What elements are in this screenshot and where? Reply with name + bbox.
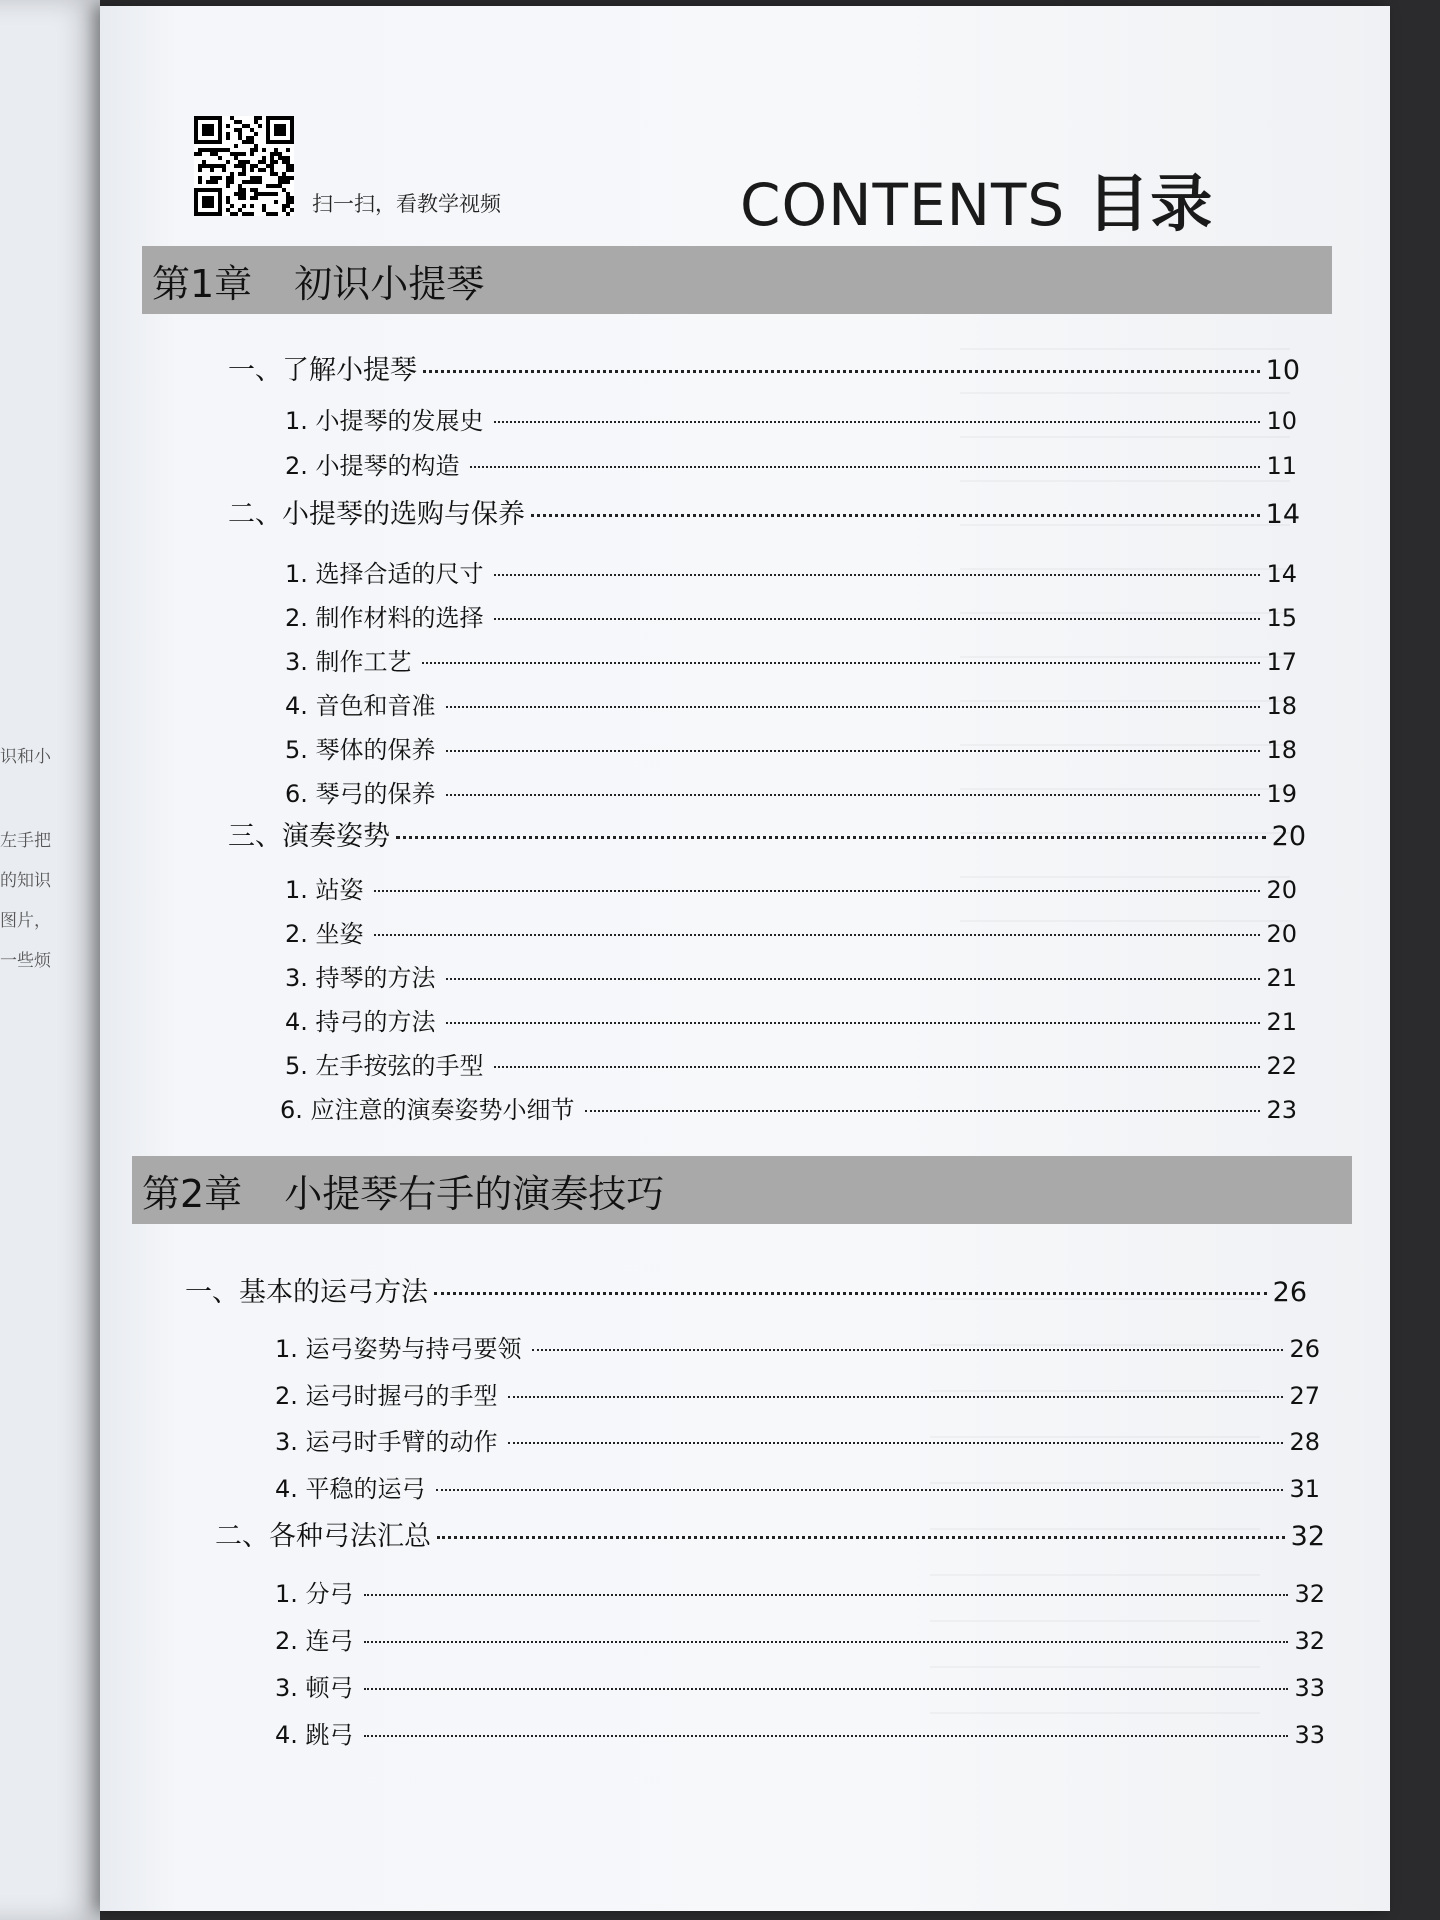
toc-section-label: 一、基本的运弓方法 (185, 1277, 428, 1308)
dot-leader (396, 836, 1266, 839)
toc-item[interactable] (285, 1046, 1297, 1081)
toc-item[interactable] (285, 642, 1297, 677)
dot-leader (470, 466, 1261, 468)
chapter-number: 第2章 (142, 1171, 243, 1216)
toc-item-label: 3. 持琴的方法 (285, 964, 436, 992)
toc-item[interactable] (285, 774, 1297, 809)
toc-item[interactable] (285, 446, 1297, 481)
toc-item[interactable] (275, 1422, 1320, 1457)
toc-page-number: 32 (1294, 1627, 1325, 1655)
dot-leader (494, 1066, 1261, 1068)
toc-section-label: 一、了解小提琴 (228, 355, 417, 386)
toc-item-label: 6. 琴弓的保养 (285, 780, 436, 808)
toc-item[interactable] (275, 1668, 1325, 1703)
toc-page-number: 19 (1266, 780, 1297, 808)
dot-leader (446, 1022, 1261, 1024)
toc-page-number: 33 (1294, 1721, 1325, 1749)
toc-item-label: 3. 顿弓 (275, 1674, 354, 1702)
toc-section[interactable] (228, 492, 1300, 531)
toc-page-number: 15 (1266, 604, 1297, 632)
toc-section[interactable] (215, 1514, 1325, 1553)
dot-leader (494, 574, 1261, 576)
toc-item-label: 1. 站姿 (285, 876, 364, 904)
toc-item-label: 1. 选择合适的尺寸 (285, 560, 484, 588)
toc-item[interactable] (285, 914, 1297, 949)
toc-item[interactable] (285, 870, 1297, 905)
dot-leader (508, 1442, 1284, 1444)
dot-leader (585, 1110, 1261, 1112)
toc-item[interactable] (275, 1621, 1325, 1656)
toc-item-label: 2. 坐姿 (285, 920, 364, 948)
toc-section[interactable] (185, 1270, 1307, 1309)
toc-item[interactable] (285, 598, 1297, 633)
dot-leader (531, 514, 1260, 517)
toc-page-number: 27 (1289, 1382, 1320, 1410)
toc-item[interactable] (285, 730, 1297, 765)
chapter-heading (142, 246, 1332, 314)
toc-item-label: 2. 制作材料的选择 (285, 604, 484, 632)
toc-page-number: 20 (1266, 920, 1297, 948)
dot-leader (434, 1292, 1267, 1295)
qr-caption: 扫一扫，看教学视频 (312, 192, 501, 216)
toc-page-number: 32 (1290, 1521, 1325, 1552)
left-page-text: 识和小 (0, 747, 51, 767)
toc-page-number: 17 (1266, 648, 1297, 676)
toc-page-number: 18 (1266, 692, 1297, 720)
left-page-text: 的知识 (0, 871, 51, 891)
toc-page-number: 28 (1289, 1428, 1320, 1456)
toc-item-label: 4. 持弓的方法 (285, 1008, 436, 1036)
toc-page-number: 10 (1266, 407, 1297, 435)
dot-leader (364, 1594, 1289, 1596)
toc-section-label: 二、各种弓法汇总 (215, 1521, 431, 1552)
toc-item-label: 3. 制作工艺 (285, 648, 412, 676)
toc-item[interactable] (285, 554, 1297, 589)
chapter-number: 第1章 (152, 261, 253, 306)
toc-item-label: 1. 分弓 (275, 1580, 354, 1608)
toc-item-label: 4. 跳弓 (275, 1721, 354, 1749)
dot-leader (436, 1489, 1284, 1491)
toc-item-label: 1. 运弓姿势与持弓要领 (275, 1335, 522, 1363)
toc-item[interactable] (275, 1715, 1325, 1750)
dot-leader (423, 370, 1260, 373)
toc-page-number: 32 (1294, 1580, 1325, 1608)
toc-item-label: 3. 运弓时手臂的动作 (275, 1428, 498, 1456)
dot-leader (364, 1688, 1289, 1690)
toc-section-label: 二、小提琴的选购与保养 (228, 499, 525, 530)
dot-leader (364, 1735, 1289, 1737)
toc-item-label: 4. 平稳的运弓 (275, 1475, 426, 1503)
toc-page-number: 20 (1266, 876, 1297, 904)
toc-item[interactable] (275, 1329, 1320, 1364)
toc-item-label: 4. 音色和音准 (285, 692, 436, 720)
toc-item-label: 5. 琴体的保养 (285, 736, 436, 764)
dot-leader (446, 706, 1261, 708)
toc-item[interactable] (285, 1002, 1297, 1037)
bleed-through-line (930, 1552, 1260, 1576)
dot-leader (437, 1536, 1285, 1539)
toc-page-number: 26 (1272, 1277, 1307, 1308)
dot-leader (508, 1396, 1284, 1398)
dot-leader (494, 618, 1261, 620)
toc-item-label: 5. 左手按弦的手型 (285, 1052, 484, 1080)
toc-item-label: 2. 连弓 (275, 1627, 354, 1655)
left-page-text: 一些烦 (0, 951, 51, 971)
toc-page-number: 31 (1289, 1475, 1320, 1503)
toc-page-number: 22 (1266, 1052, 1297, 1080)
toc-page-number: 14 (1265, 499, 1300, 530)
toc-item[interactable] (275, 1469, 1320, 1504)
title-chinese: 目录 (1087, 167, 1214, 240)
toc-section-label: 三、演奏姿势 (228, 821, 390, 852)
dot-leader (374, 890, 1261, 892)
toc-page-number: 21 (1266, 964, 1297, 992)
toc-page-number: 21 (1266, 1008, 1297, 1036)
toc-item-label: 2. 运弓时握弓的手型 (275, 1382, 498, 1410)
toc-item[interactable] (275, 1376, 1320, 1411)
left-page-text: 图片， (0, 911, 51, 931)
toc-section[interactable] (228, 814, 1306, 853)
chapter-heading (132, 1156, 1352, 1224)
qr-code (194, 116, 294, 216)
bleed-through-line (960, 326, 1290, 350)
toc-item-label: 2. 小提琴的构造 (285, 452, 460, 480)
dot-leader (532, 1349, 1284, 1351)
contents-page (100, 6, 1390, 1911)
toc-page-number: 33 (1294, 1674, 1325, 1702)
toc-page-number: 18 (1266, 736, 1297, 764)
toc-item[interactable] (285, 401, 1297, 436)
toc-item[interactable] (275, 1574, 1325, 1609)
page-title (740, 154, 1213, 243)
toc-page-number: 11 (1266, 452, 1297, 480)
toc-section[interactable] (228, 348, 1300, 387)
left-page-edge (0, 0, 100, 1920)
toc-item[interactable] (285, 958, 1297, 993)
toc-item[interactable] (285, 686, 1297, 721)
toc-page-number: 20 (1271, 821, 1306, 852)
toc-page-number: 26 (1289, 1335, 1320, 1363)
dot-leader (446, 750, 1261, 752)
dot-leader (364, 1641, 1289, 1643)
toc-page-number: 14 (1266, 560, 1297, 588)
dot-leader (494, 421, 1261, 423)
title-english: CONTENTS (740, 171, 1066, 239)
dot-leader (374, 934, 1261, 936)
toc-item[interactable] (280, 1090, 1297, 1125)
dot-leader (422, 662, 1261, 664)
left-page-text: 左手把 (0, 831, 51, 851)
toc-page-number: 10 (1265, 355, 1300, 386)
toc-item-label: 1. 小提琴的发展史 (285, 407, 484, 435)
toc-item-label: 6. 应注意的演奏姿势小细节 (280, 1096, 575, 1124)
chapter-title: 小提琴右手的演奏技巧 (284, 1171, 665, 1216)
dot-leader (446, 794, 1261, 796)
toc-page-number: 23 (1266, 1096, 1297, 1124)
chapter-title: 初识小提琴 (294, 261, 485, 306)
dot-leader (446, 978, 1261, 980)
